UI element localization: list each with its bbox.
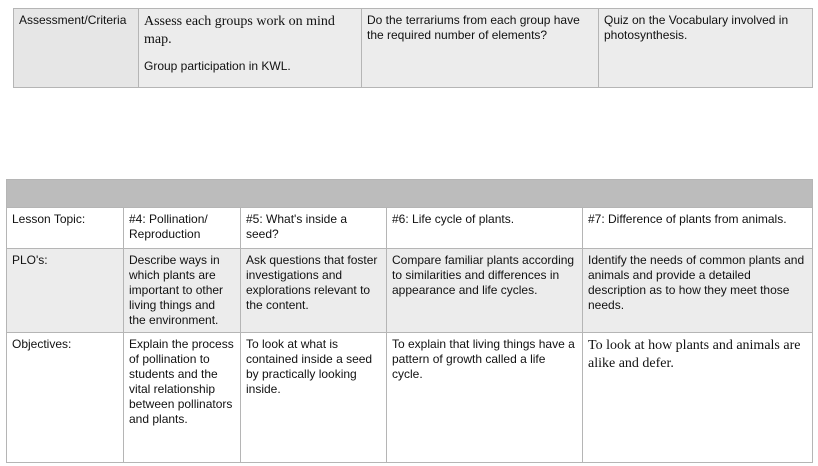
plo-cell-5 <box>241 249 387 333</box>
lesson-topic-cell-4 <box>124 208 241 249</box>
row-label-lesson-topic <box>7 208 124 249</box>
objectives-cell-5 <box>241 333 387 463</box>
lesson-topic-6-text: #6: Life cycle of plants. <box>392 212 515 226</box>
plo-6-text: Compare familiar plants according to similarities and differences in appearance and life cycles. <box>392 253 575 297</box>
objectives-5-text: To look at what is contained inside a seed by practically looking inside. <box>246 337 373 396</box>
lesson-topic-5-text: #5: What's inside a seed? <box>246 212 348 241</box>
assessment-label: Assessment/Criteria <box>19 13 127 27</box>
row-label-plo <box>7 249 124 333</box>
assessment-terrarium-text: Do the terrariums from each group have the required number of elements? <box>367 13 580 42</box>
lesson-topic-cell-6 <box>387 208 583 249</box>
table-header-bar <box>7 180 813 208</box>
assessment-kwl-text: Group participation in KWL. <box>144 59 291 73</box>
objectives-row <box>7 333 813 463</box>
objectives-cell-4 <box>124 333 241 463</box>
plo-cell-4 <box>124 249 241 333</box>
lesson-topic-4-text: #4: Pollination/ Reproduction <box>129 212 208 241</box>
plo-4-text: Describe ways in which plants are important to other living things and the environment. <box>129 253 224 327</box>
plo-label: PLO's: <box>12 253 48 267</box>
assessment-label-cell <box>14 9 139 88</box>
assessment-cell-1 <box>139 9 362 88</box>
objectives-4-text: Explain the process of pollination to students and the vital relationship between pollinators and plants. <box>129 337 234 426</box>
lesson-topic-cell-7 <box>583 208 813 249</box>
assessment-row <box>14 9 813 88</box>
assessment-quiz-text: Quiz on the Vocabulary involved in photosynthesis. <box>604 13 789 42</box>
plo-row <box>7 249 813 333</box>
plo-5-text: Ask questions that foster investigations and explorations relevant to the content. <box>246 253 378 312</box>
plo-cell-6 <box>387 249 583 333</box>
lesson-topic-label: Lesson Topic: <box>12 212 86 226</box>
row-label-objectives <box>7 333 124 463</box>
lesson-topic-7-text: #7: Difference of plants from animals. <box>588 212 787 226</box>
plo-cell-7 <box>583 249 813 333</box>
assessment-table <box>13 8 813 88</box>
lesson-plan-table <box>6 179 813 463</box>
objectives-cell-7 <box>583 333 813 463</box>
assessment-mind-map-text: Assess each groups work on mind map. <box>144 14 335 47</box>
objectives-label: Objectives: <box>12 337 72 351</box>
plo-7-text: Identify the needs of common plants and animals and provide a detailed description as to how they meet those needs. <box>588 253 805 312</box>
objectives-7-text: To look at how plants and animals are alike and defer. <box>588 338 801 371</box>
lesson-topic-row <box>7 208 813 249</box>
header-bar-cell <box>7 180 813 208</box>
assessment-cell-3 <box>599 9 813 88</box>
lesson-topic-cell-5 <box>241 208 387 249</box>
assessment-cell-2 <box>362 9 599 88</box>
objectives-cell-6 <box>387 333 583 463</box>
objectives-6-text: To explain that living things have a pattern of growth called a life cycle. <box>392 337 575 381</box>
